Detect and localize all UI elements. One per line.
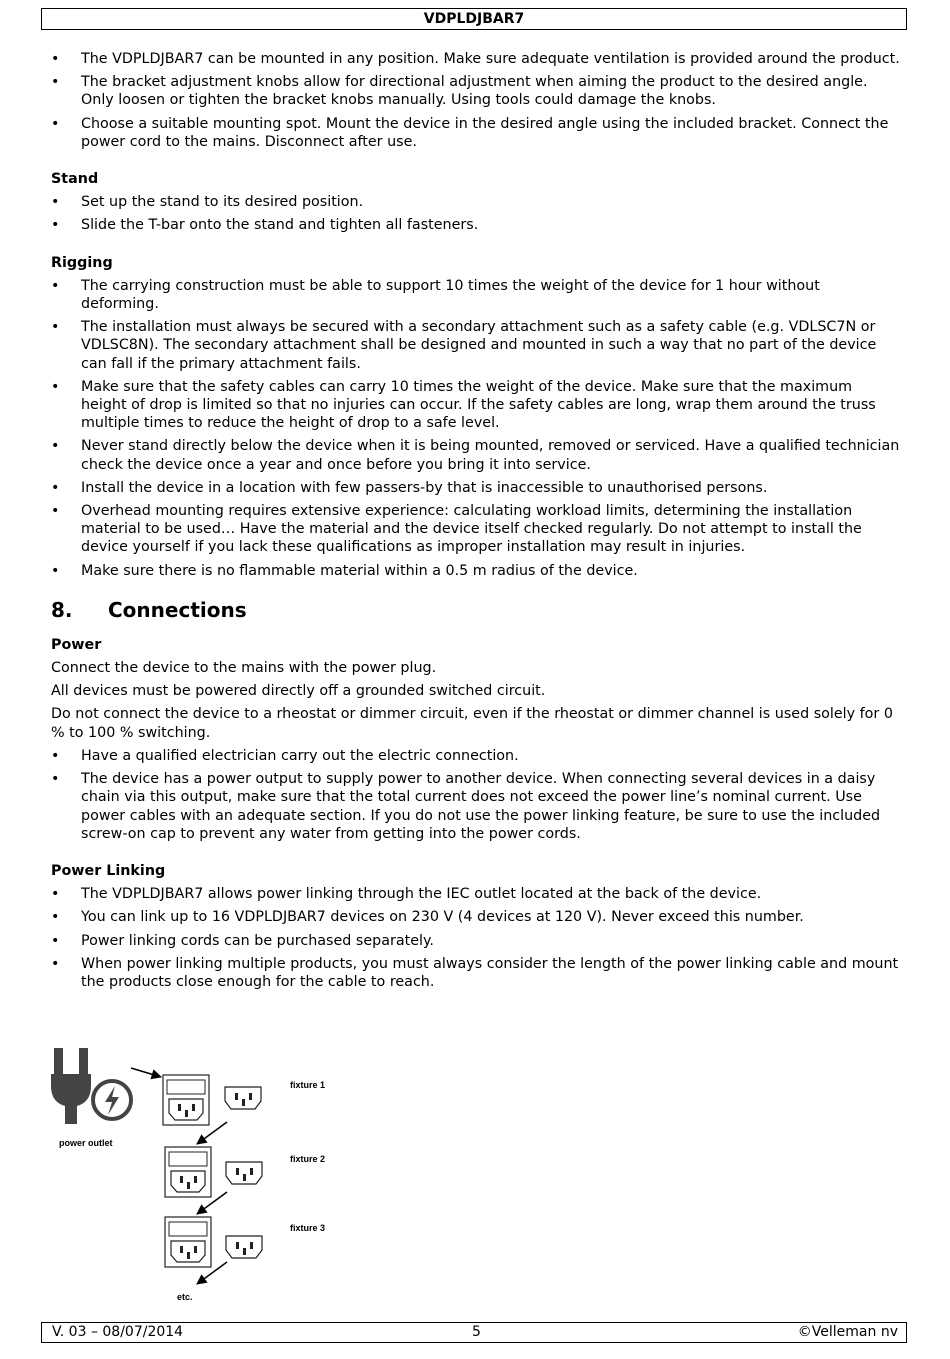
footer-page-number: 5 — [472, 1324, 481, 1340]
power-outlet-label: power outlet — [59, 1138, 113, 1148]
list-item: • The VDPLDJBAR7 allows power linking through the IEC outlet located at the back of the device. — [51, 885, 901, 903]
rigging-list — [51, 277, 901, 580]
power-linking-diagram — [51, 1040, 391, 1305]
power-heading: Power — [51, 636, 102, 653]
fixture-2-outlet-icon — [226, 1162, 262, 1184]
list-item: • Power linking cords can be purchased separately. — [51, 932, 901, 950]
list-item: • The carrying construction must be able to support 10 times the weight of the device for 1 hour without deforming. — [51, 277, 901, 313]
fixture-2-inlet-icon — [165, 1147, 211, 1197]
section-title: Connections — [108, 597, 247, 622]
fixture-3-inlet-icon — [165, 1217, 211, 1267]
paragraph: Do not connect the device to a rheostat or dimmer circuit, even if the rheostat or dimmer channel is used solely for 0 % to 100 % switching. — [51, 706, 893, 741]
document-body — [51, 50, 901, 996]
power-linking-list — [51, 885, 901, 991]
section-heading — [51, 598, 901, 622]
list-item: • Install the device in a location with few passers-by that is inaccessible to unauthorised persons. — [51, 479, 901, 497]
power-list — [51, 747, 901, 843]
fixture-1-inlet-icon — [163, 1075, 209, 1125]
power-plug-icon — [51, 1048, 91, 1124]
list-item: • The device has a power output to supply power to another device. When connecting several devices in a daisy chain via this output, make sure that the total current does not exceed the power line’s nominal current. Use power cables with an adequate section. If you do not use the power linking feature, be sure to use the included screw-on cap to prevent any water from getting into the power cords. — [51, 770, 901, 843]
rigging-heading: Rigging — [51, 254, 113, 271]
list-item: • Choose a suitable mounting spot. Mount the device in the desired angle using the included bracket. Connect the power cord to the mains. Disconnect after use. — [51, 115, 901, 151]
list-item: • You can link up to 16 VDPLDJBAR7 devices on 230 V (4 devices at 120 V). Never exceed this number. — [51, 908, 901, 926]
paragraph: All devices must be powered directly off a grounded switched circuit. — [51, 683, 546, 700]
list-item: • When power linking multiple products, you must always consider the length of the power linking cable and mount the products close enough for the cable to reach. — [51, 955, 901, 991]
list-item: • Make sure there is no flammable material within a 0.5 m radius of the device. — [51, 562, 901, 580]
stand-list — [51, 193, 901, 234]
list-item: • Have a qualified electrician carry out the electric connection. — [51, 747, 901, 765]
footer-copyright: ©Velleman nv — [797, 1324, 898, 1340]
etc-label: etc. — [177, 1292, 193, 1302]
footer-version: V. 03 – 08/07/2014 — [52, 1324, 184, 1340]
list-item: • Never stand directly below the device when it is being mounted, removed or serviced. Have a qualified technician check the device once a year and once before you bring it into service. — [51, 437, 901, 473]
page-header — [41, 8, 907, 30]
header-title: VDPLDJBAR7 — [423, 11, 525, 27]
intro-list — [51, 50, 901, 151]
lightning-icon — [93, 1081, 131, 1119]
list-item: • Make sure that the safety cables can carry 10 times the weight of the device. Make sure that the maximum height of drop is limited so that no injuries can occur. If the safety cables are long, wrap them around the truss multiple times to reduce the height of drop to a safe level. — [51, 378, 901, 433]
page-footer — [41, 1322, 907, 1343]
list-item: • Set up the stand to its desired position. — [51, 193, 901, 211]
paragraph: Connect the device to the mains with the power plug. — [51, 660, 437, 677]
power-linking-heading: Power Linking — [51, 862, 166, 879]
list-item: • Slide the T-bar onto the stand and tighten all fasteners. — [51, 216, 901, 234]
fixture-2-label: fixture 2 — [290, 1154, 326, 1164]
fixture-3-label: fixture 3 — [290, 1223, 326, 1233]
fixture-1-label: fixture 1 — [290, 1080, 326, 1090]
stand-heading: Stand — [51, 171, 99, 188]
section-number: 8. — [51, 597, 73, 622]
fixture-1-outlet-icon — [225, 1087, 261, 1109]
list-item: • Overhead mounting requires extensive experience: calculating workload limits, determining the installation material to be used… Have the material and the device itself checked regularly. Do not attempt to install the device yourself if you lack these qualifications as improper installation may result in injuries. — [51, 502, 901, 557]
list-item: • The installation must always be secured with a secondary attachment such as a safety cable (e.g. VDLSC7N or VDLSC8N). The secondary attachment shall be designed and mounted in such a way that no part of the device can fall if the primary attachment fails. — [51, 318, 901, 373]
list-item: • The VDPLDJBAR7 can be mounted in any position. Make sure adequate ventilation is provided around the product. — [51, 50, 901, 68]
fixture-3-outlet-icon — [226, 1236, 262, 1258]
list-item: • The bracket adjustment knobs allow for directional adjustment when aiming the product to the desired angle. Only loosen or tighten the bracket knobs manually. Using tools could damage the knobs. — [51, 73, 901, 109]
